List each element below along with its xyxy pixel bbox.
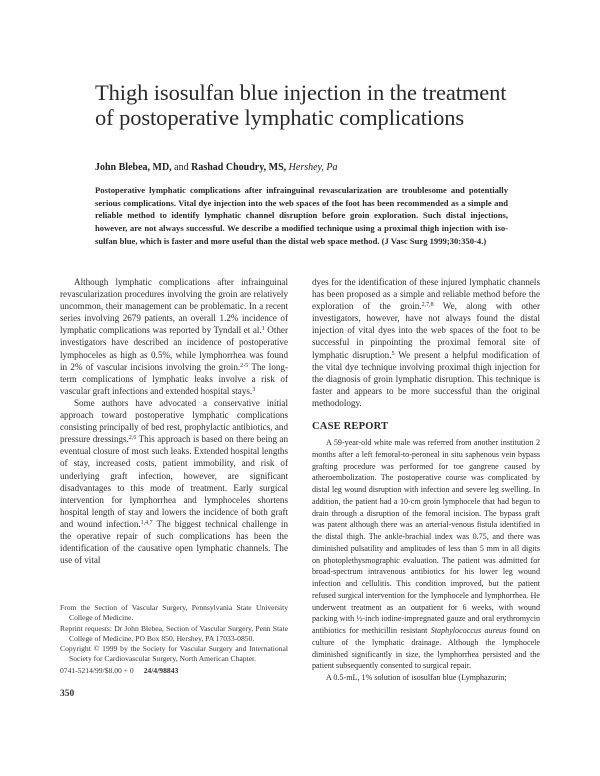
affiliation-note: From the Section of Vascular Surgery, Pennsylvania State University College of Medicine. xyxy=(60,603,288,623)
intro-paragraph-1 xyxy=(60,276,288,397)
text: We, along with other investigators, however, have not always found the distal injection of vital dyes into the web spaces of the foot to be successful in pinpointing the proximal femoral site of lymphatic disruption. xyxy=(312,301,541,360)
case-paragraph-2: A 0.5-mL, 1% solution of isosulfan blue (Lymphazurin; xyxy=(326,673,507,683)
author-1: John Blebea, MD, xyxy=(95,162,172,173)
intro-paragraph-2 xyxy=(60,397,288,566)
author-line xyxy=(95,162,338,174)
section-heading-case-report: CASE REPORT xyxy=(312,421,389,433)
citation: 1,4,7 xyxy=(140,519,153,526)
text: dyes for the identification of these injured lymphatic channels has been proposed as a simple and reliable method before the exploration of the groin. xyxy=(312,277,540,312)
article-title: Thigh isosulfan blue injection in the treatment of postoperative lymphatic complications xyxy=(95,80,507,130)
case-report-section xyxy=(312,437,540,684)
footnotes xyxy=(60,603,288,676)
citation: 2,6 xyxy=(128,435,137,442)
text: The biggest technical challenge in the operative repair of such complications has been the identification of the causative open lymphatic channels. The use of vital xyxy=(60,518,288,566)
text: This approach is based on there being an eventual closure of most such leaks. Extended hospital lengths of stay, increased costs, patient immobility, and risk of underlying graft infection, however, are significant disadvantages to this mode of treatment. Early surgical intervention for lymphorrhea and lymphoceles shortens hospital length of stay and lowers the incidence of both graft and wound infection. xyxy=(60,434,288,529)
citation: 1 xyxy=(261,326,265,333)
text: A 59-year-old white male was referred from another institution 2 months after a left femoral-to-peroneal in situ saphenous vein bypass grafting procedure was performed for toe gangrene caused by atheroembolization. The postoperative course was complicated by distal leg wound disruption with infection and severe leg swelling. In addition, the patient had a 10-cm groin lymphocele that had begun to drain through a disruption of the femoral incision. The bypass graft was patent although there was an arterial-venous fistula identified in the distal thigh. The ankle-brachial index was 0.75, and there was diminished pulsatility and amplitudes of less than 5 mm in all digits on photoplethysmographic evaluation. The patient was admitted for broad-spectrum intravenous antibiotics for his lower leg wound infection and cellulitis. This condition improved, but the patient refused surgical intervention for the lymphocele and lymphorrhea. He underwent treatment as an outpatient for 6 weeks, with wound packing with ½-inch iodine-impregnated gauze and oral erythromycin antibiotics for methicillin resistant xyxy=(312,438,540,636)
text: Other investigators have described an incidence of postoperative lymphoceles as high as 0.5%, while lymphorrhea was found in 2% of vascular incisions involving the groin. xyxy=(60,325,289,372)
body-column-right xyxy=(312,276,540,684)
body-column-left xyxy=(60,276,288,566)
text: The long-term complications of lymphatic leaks involve a risk of vascular graft infections and extended hospital stays. xyxy=(60,361,288,396)
organism-name: Staphylococcus aureus xyxy=(430,626,507,636)
page-number: 350 xyxy=(60,689,75,699)
text: We present a helpful modification of the vital dye technique involving proximal thigh injection for the diagnosis of groin lymphatic disruption. This technique is faster and appears to be more successful than the original methodology. xyxy=(312,349,541,408)
citation: 2,7,8 xyxy=(421,302,434,309)
citation: 5 xyxy=(391,350,395,357)
abstract: Postoperative lymphatic complications after infrainguinal revascularization are troublesome and potentially serious complications. Vital dye injection into the web spaces of the foot has been recommended as a simple and reliable method to identify lymphatic channel disruption before groin exploration. Such distal injections, however, are not always successful. We describe a modified technique using a proximal thigh injection with isosulfan blue, which is faster and more useful than the distal web space method. (J Vasc Surg 1999;30:350-4.) xyxy=(95,185,508,246)
article-code: 24/4/98843 xyxy=(143,665,179,675)
issn-code: 0741-5214/99/$8.00 + 0 xyxy=(60,665,134,675)
citation: 3 xyxy=(252,386,256,393)
reprint-note: Reprint requests: Dr John Blebea, Section of Vascular Surgery, Penn State College of Medicine, PO Box 850, Hershey, PA 17033-0850. xyxy=(60,623,288,643)
author-location: Hershey, Pa xyxy=(288,162,338,173)
publication-code xyxy=(60,666,288,676)
intro-paragraph-continued xyxy=(312,276,540,409)
case-paragraph-1 xyxy=(312,437,540,672)
text: Some authors have advocated a conservative initial approach toward postoperative lymphatic complications consisting principally of bed rest, prophylactic antibiotics, and pressure dressings. xyxy=(60,397,288,445)
copyright-note: Copyright © 1999 by the Society for Vascular Surgery and International Society for Cardiovascular Surgery, North American Chapter. xyxy=(60,644,288,664)
text: Although lymphatic complications after infrainguinal revascularization procedures involving the groin are relatively uncommon, their management can be problematic. In a recent series involving 2679 patients, an overall 1.2% incidence of lymphatic complications was reported by Tyndall et al. xyxy=(60,277,288,336)
author-2: Rashad Choudry, MS, xyxy=(191,162,287,173)
author-conjunction: and xyxy=(171,162,192,173)
citation: 2-5 xyxy=(240,362,249,369)
text: found on culture of the lymphatic drainage. Although the lymphocele diminished significantly in size, the lymphorrhea persisted and the patient subsequently consented to surgical repair. xyxy=(312,626,540,671)
